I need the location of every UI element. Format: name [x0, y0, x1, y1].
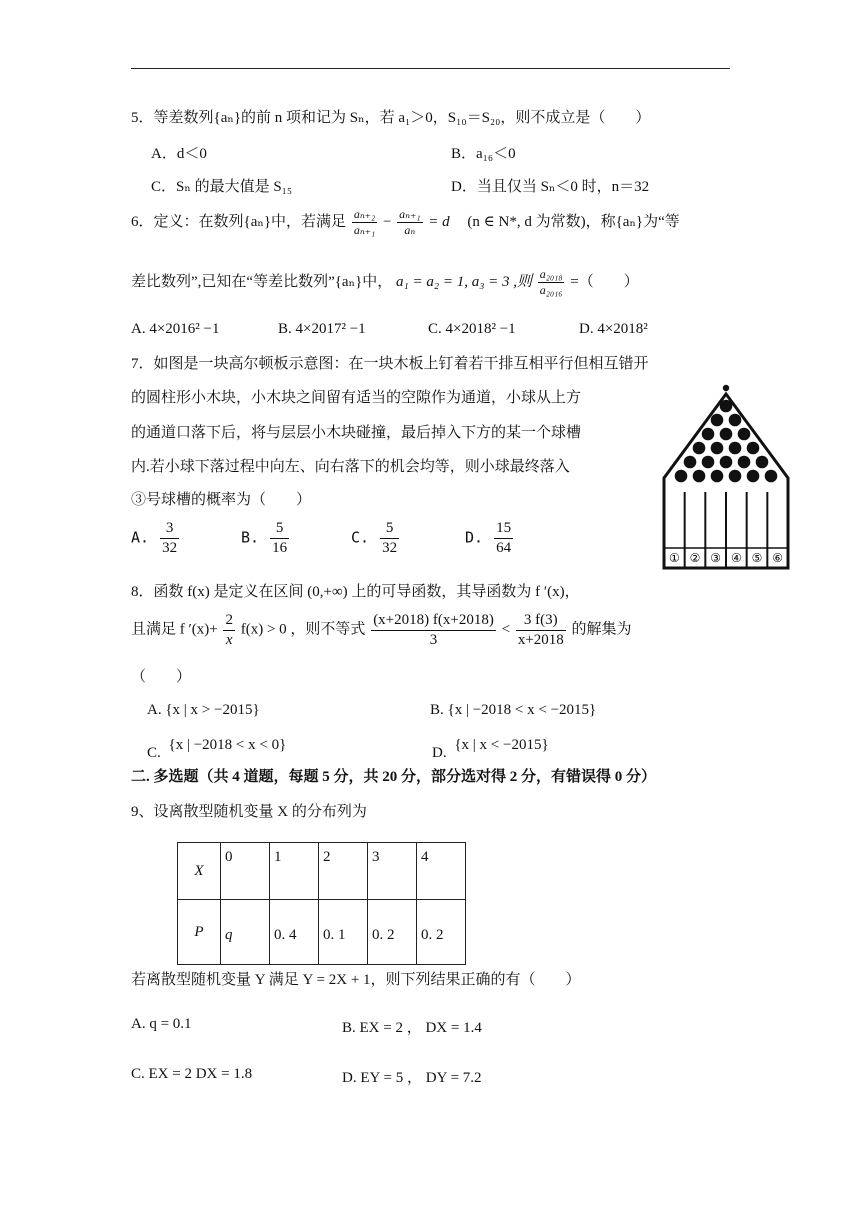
q7-option-c-frac [380, 520, 399, 556]
table-cell: 0. 4 [270, 900, 319, 965]
q6-frac3-den: a₂₀₁₆ [539, 283, 563, 298]
galton-peg [738, 428, 751, 441]
galton-slot-label: ⑥ [772, 551, 784, 565]
q5-stem: 5．等差数列{aₙ}的前 n 项和记为 Sₙ，若 a₁＞0，S₁₀＝S₂₀，则不成立是（ ） [131, 110, 651, 126]
q6-line1-pre: 6．定义：在数列{aₙ}中，若满足 [131, 214, 347, 231]
q6-line2-post: =（ ） [570, 274, 639, 291]
q8-f-num: 2 [223, 612, 235, 631]
q7-d-den: 64 [496, 539, 512, 556]
galton-slot-label: ② [689, 551, 701, 565]
q8-option-c-value: {x | −2018 < x < 0} [168, 737, 287, 753]
q8-frac-2-over-x [223, 612, 235, 648]
galton-drop-ball [723, 385, 729, 391]
galton-slot-label: ④ [730, 551, 742, 565]
q8-option-c-label: C. [147, 745, 161, 761]
q7-c-num: 5 [380, 520, 399, 539]
table-cell: 0 [221, 843, 270, 900]
galton-peg [729, 442, 742, 455]
q6-frac3-num: a₂₀₁₈ [538, 268, 565, 283]
q7-line1: 7．如图是一块高尔顿板示意图：在一块木板上钉着若干排互相平行但相互错开 [131, 356, 649, 372]
galton-peg [693, 442, 706, 455]
q6-option-a: A. 4×2016² −1 [131, 321, 220, 337]
galton-peg [747, 470, 760, 483]
q6-frac1-num: aₙ₊₂ [352, 208, 377, 223]
q7-option-d-frac [494, 520, 513, 556]
q8-line2-mid: f(x) > 0 ，则不等式 [240, 621, 366, 638]
q7-line5: ③号球槽的概率为（ ） [131, 492, 312, 508]
q7-line3: 的通道口落下后，将与层层小木块碰撞，最后掉入下方的某一个球槽 [131, 425, 582, 441]
galton-slot-label: ⑤ [751, 551, 763, 565]
q8-ineq-rhs [516, 612, 566, 648]
galton-slot-label: ③ [710, 551, 722, 565]
table-cell: 0. 1 [319, 900, 368, 965]
q9-option-d: D. EY = 5 ， DY = 7.2 [342, 1070, 482, 1086]
q8-f-den: x [225, 631, 233, 648]
q7-option-a-label: A. [131, 528, 150, 547]
q6-frac2 [397, 208, 422, 237]
q9-option-c: C. EX = 2 DX = 1.8 [131, 1066, 253, 1082]
q8-rhs-den: x+2018 [517, 631, 564, 648]
q8-ineq-lhs [371, 612, 496, 648]
q7-option-a-frac [160, 520, 179, 556]
table-row [178, 900, 466, 965]
table-cell: X [178, 843, 221, 900]
q6-line2 [131, 268, 639, 297]
q9-stem: 9、设离散型随机变量 X 的分布列为 [131, 804, 367, 820]
q8-paren: （ ） [131, 669, 192, 685]
q8-option-d-value: {x | x < −2015} [454, 737, 549, 753]
header-rule [131, 68, 730, 69]
q8-rhs-num: 3 f(3) [516, 612, 566, 631]
table-cell: 2 [319, 843, 368, 900]
q6-frac1 [352, 208, 377, 237]
q6-line1: 6．定义：在数列{aₙ}中，若满足 $\frac{\text{aₙ₊₂}}{\text{aₙ₊₁}}$ − $\frac{\text{aₙ₊₁}}{\text{aₙ}}$ = d (n ∈ N*, d 为常数)，称{aₙ}为“等 [131, 207, 680, 238]
q5-option-a: A．d＜0 [151, 146, 207, 162]
q6-line1-cond: (n ∈ N*, d 为常数)，称{aₙ}为“等 [467, 214, 680, 231]
q8-option-b: B. {x | −2018 < x < −2015} [430, 702, 597, 718]
q8-option-d-label: D. [432, 745, 447, 761]
q6-frac2-den: aₙ [404, 223, 416, 238]
galton-peg [729, 470, 742, 483]
q7-option-c-label: C. [351, 528, 370, 547]
q8-option-c [147, 737, 287, 761]
table-cell: 0. 2 [368, 900, 417, 965]
q7-a-den: 32 [162, 539, 178, 556]
q7-option-d [465, 520, 515, 556]
galton-peg [675, 470, 688, 483]
galton-peg [711, 442, 724, 455]
q7-option-b [241, 520, 291, 556]
galton-peg [738, 456, 751, 469]
q9-condition: 若离散型随机变量 Y 满足 Y = 2X + 1，则下列结果正确的有（ ） [131, 972, 581, 988]
table-cell: 0. 2 [417, 900, 466, 965]
q8-line2-pre: 且满足 f ′(x)+ [131, 621, 218, 638]
q8-line2 [131, 612, 632, 648]
galton-peg [729, 414, 742, 427]
galton-peg [720, 456, 733, 469]
q8-ineq-num: (x+2018) f(x+2018) [371, 612, 496, 631]
q6-option-b: B. 4×2017² −1 [278, 321, 366, 337]
galton-peg [756, 456, 769, 469]
table-cell: q [221, 900, 270, 965]
table-cell: P [178, 900, 221, 965]
q5-option-d: D．当且仅当 Sₙ＜0 时，n＝32 [451, 179, 650, 195]
galton-board-figure [660, 380, 792, 570]
galton-peg [702, 456, 715, 469]
q9-option-b: B. EX = 2 ， DX = 1.4 [342, 1020, 482, 1036]
q9-option-a: A. q = 0.1 [131, 1016, 192, 1032]
q8-line2-post: 的解集为 [571, 621, 632, 638]
q7-option-a [131, 520, 181, 556]
table-row [178, 843, 466, 900]
q6-eq-d: = d [428, 214, 450, 231]
q7-option-b-label: B. [241, 528, 260, 547]
q6-frac3 [538, 268, 565, 297]
q7-d-num: 15 [494, 520, 513, 539]
q6-option-c: C. 4×2018² −1 [428, 321, 516, 337]
q7-c-den: 32 [382, 539, 398, 556]
galton-peg [747, 442, 760, 455]
galton-peg [720, 400, 733, 413]
galton-peg [684, 456, 697, 469]
galton-peg [711, 414, 724, 427]
galton-peg [693, 470, 706, 483]
q5-option-b: B．a₁₆＜0 [451, 146, 516, 162]
q8-lt: < [501, 621, 511, 638]
q8-option-a: A. {x | x > −2015} [147, 702, 260, 718]
q7-option-d-label: D. [465, 528, 484, 547]
q7-line2: 的圆柱形小木块，小木块之间留有适当的空隙作为通道，小球从上方 [131, 390, 582, 406]
q8-ineq-den: 3 [429, 631, 438, 648]
q8-option-d [432, 737, 549, 761]
q7-option-b-frac [270, 520, 289, 556]
q7-a-num: 3 [160, 520, 179, 539]
galton-slot-label: ① [668, 551, 680, 565]
section-2-heading: 二. 多选题（共 4 道题，每题 5 分，共 20 分，部分选对得 2 分，有错误得 0 分） [131, 769, 657, 785]
q6-frac2-num: aₙ₊₁ [397, 208, 422, 223]
q8-line1: 8．函数 f(x) 是定义在区间 (0,+∞) 上的可导函数，其导函数为 f ′(x)， [131, 584, 580, 600]
galton-peg [765, 470, 778, 483]
table-cell: 3 [368, 843, 417, 900]
q9-distribution-table [177, 842, 466, 965]
q6-line2-pre: 差比数列”,已知在“等差比数列”{aₙ}中， [131, 274, 393, 291]
q7-b-num: 5 [270, 520, 289, 539]
galton-peg [711, 470, 724, 483]
q7-option-c [351, 520, 401, 556]
q6-option-d: D. 4×2018² [579, 321, 648, 337]
q6-line2-init: a₁ = a₂ = 1, a₃ = 3 ,则 [396, 274, 533, 291]
galton-peg [702, 428, 715, 441]
galton-peg [720, 428, 733, 441]
q6-frac1-den: aₙ₊₁ [353, 223, 376, 238]
q7-line4: 内.若小球下落过程中向左、向右落下的机会均等，则小球最终落入 [131, 459, 570, 475]
q5-option-c: C．Sₙ 的最大值是 S₁₅ [151, 179, 293, 195]
table-cell: 1 [270, 843, 319, 900]
q7-b-den: 16 [272, 539, 288, 556]
table-cell: 4 [417, 843, 466, 900]
